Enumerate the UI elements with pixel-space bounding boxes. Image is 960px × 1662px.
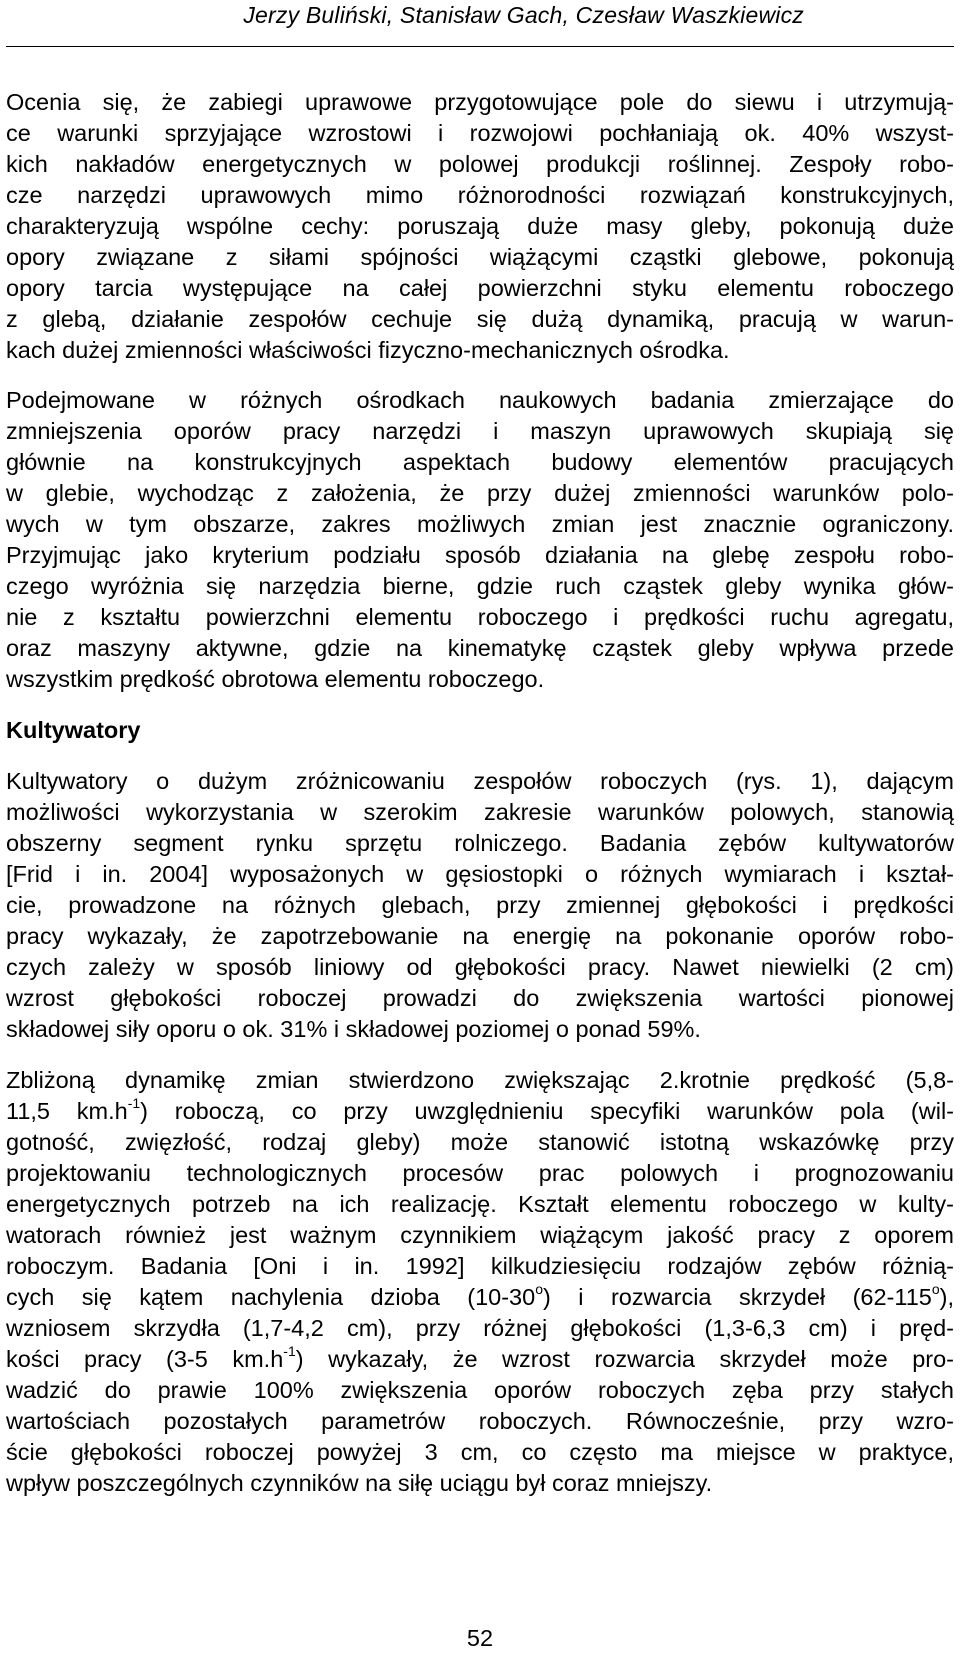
text-line: Podejmowane w różnych ośrodkach naukowych badania zmierzające do [6, 387, 954, 413]
text-line: wszystkim prędkość obrotowa elementu roboczego. [6, 666, 545, 692]
text-line: składowej siły oporu o ok. 31% i składowej poziomej o ponad 59%. [6, 1016, 701, 1042]
text-line: czych zależy w sposób liniowy od głębokości pracy. Nawet niewielki (2 cm) [6, 954, 954, 980]
text-line: projektowaniu technologicznych procesów prac polowych i prognozowaniu [6, 1160, 954, 1186]
text-line: ście głębokości roboczej powyżej 3 cm, co często ma miejsce w praktyce, [6, 1439, 954, 1465]
text-line: wpływ poszczególnych czynników na siłę uciągu był coraz mniejszy. [6, 1470, 713, 1496]
text-line: wadzić do prawie 100% zwiększenia oporów roboczych zęba przy stałych [6, 1377, 954, 1403]
text-line: kości pracy (3-5 $km.h^{-1}$) wykazały, że wzrost rozwarcia skrzydeł może pro- [6, 1343, 954, 1372]
text-line: pracy wykazały, że zapotrzebowanie na energię na pokonanie oporów robo- [6, 923, 954, 949]
text-line: kach dużej zmienności właściwości fizyczno-mechanicznych ośrodka. [6, 337, 730, 363]
text-line: wartościach pozostałych parametrów roboczych. Równocześnie, przy wzro- [6, 1408, 954, 1434]
section-heading: Kultywatory [6, 717, 141, 743]
text-line: cych się kątem nachylenia dzioba (10-30$^o$) i rozwarcia skrzydeł (62-115$^o$), [6, 1281, 955, 1310]
running-header [6, 0, 954, 47]
text-line: Przyjmując jako kryterium podziału sposób działania na glebę zespołu robo- [6, 542, 954, 568]
text-line: charakteryzują wspólne cechy: poruszają duże masy gleby, pokonują duże [6, 213, 954, 239]
page-number: 52 [466, 1625, 494, 1651]
text-line: [Frid i in. 2004] wyposażonych w gęsiostopki o różnych wymiarach i kształ- [6, 861, 954, 887]
text-line: Kultywatory o dużym zróżnicowaniu zespołów roboczych (rys. 1), dającym [6, 768, 954, 794]
text-line: oraz maszyny aktywne, gdzie na kinematykę cząstek gleby wpływa przede [6, 635, 954, 661]
text-line: watorach również jest ważnym czynnikiem wiążącym jakość pracy z oporem [6, 1222, 954, 1248]
text-line: kich nakładów energetycznych w polowej produkcji roślinnej. Zespoły robo- [6, 151, 954, 177]
text-line: obszerny segment rynku sprzętu rolniczego. Badania zębów kultywatorów [6, 830, 954, 856]
text-line: 11,5 $km.h^{-1}$) roboczą, co przy uwzględnieniu specyfiki warunków pola (wil- [6, 1095, 954, 1124]
text-line: cie, prowadzone na różnych glebach, przy zmiennej głębokości i prędkości [6, 892, 954, 918]
text-line: możliwości wykorzystania w szerokim zakresie warunków polowych, stanowią [6, 799, 954, 825]
text-line: opory związane z siłami spójności wiążącymi cząstki glebowe, pokonują [6, 244, 954, 270]
text-line: z glebą, działanie zespołów cechuje się dużą dynamiką, pracują w warun- [6, 306, 954, 332]
text-line: Zbliżoną dynamikę zmian stwierdzono zwiększając 2.krotnie prędkość (5,8- [6, 1067, 954, 1093]
text-line: gotność, zwięzłość, rodzaj gleby) może stanowić istotną wskazówkę przy [6, 1129, 954, 1155]
text-line: nie z kształtu powierzchni elementu roboczego i prędkości ruchu agregatu, [6, 604, 954, 630]
text-line: roboczym. Badania [Oni i in. 1992] kilkudziesięciu rodzajów zębów różnią- [6, 1253, 954, 1279]
text-line: zmniejszenia oporów pracy narzędzi i maszyn uprawowych skupiają się [6, 418, 954, 444]
text-line: ce warunki sprzyjające wzrostowi i rozwojowi pochłaniają ok. 40% wszyst- [6, 120, 954, 146]
text-line: cze narzędzi uprawowych mimo różnorodności rozwiązań konstrukcyjnych, [6, 182, 954, 208]
header-authors: Jerzy Buliński, Stanisław Gach, Czesław Waszkiewicz [243, 2, 804, 28]
text-line: wzrost głębokości roboczej prowadzi do zwiększenia wartości pionowej [6, 985, 954, 1011]
text-line: wzniosem skrzydła (1,7-4,2 cm), przy różnej głębokości (1,3-6,3 cm) i pręd- [6, 1315, 954, 1341]
text-line: głównie na konstrukcyjnych aspektach budowy elementów pracujących [6, 449, 954, 475]
text-line: czego wyróżnia się narzędzia bierne, gdzie ruch cząstek gleby wynika głów- [6, 573, 954, 599]
text-line: opory tarcia występujące na całej powierzchni styku elementu roboczego [6, 275, 954, 301]
text-line: w glebie, wychodząc z założenia, że przy dużej zmienności warunków polo- [6, 480, 954, 506]
text-line: Ocenia się, że zabiegi uprawowe przygotowujące pole do siewu i utrzymują- [6, 89, 954, 115]
text-line: wych w tym obszarze, zakres możliwych zmian jest znacznie ograniczony. [6, 511, 954, 537]
text-line: energetycznych potrzeb na ich realizację. Kształt elementu roboczego w kulty- [6, 1191, 954, 1217]
